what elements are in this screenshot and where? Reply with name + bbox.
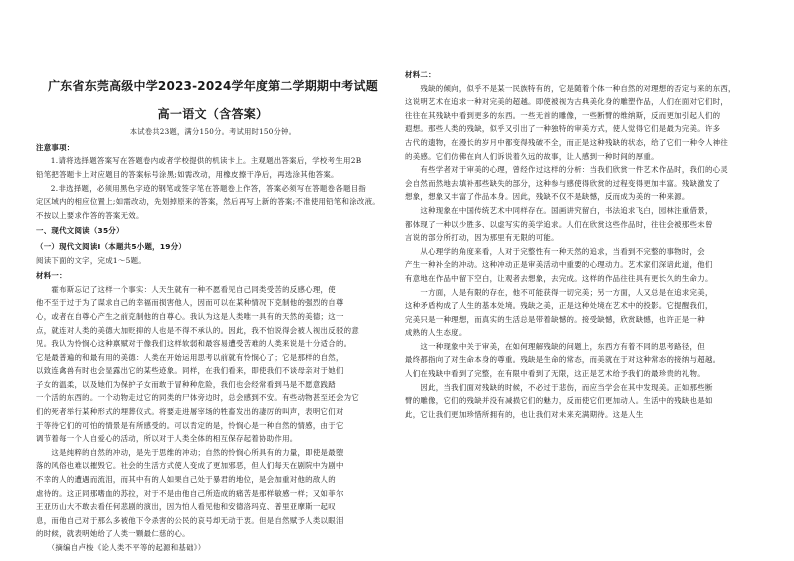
text-line: 完美只是一种理想，而真实的生活总是带着缺憾的。接受缺憾，欣赏缺憾，也许正是一种 [405, 314, 705, 324]
text-line: 残缺的倾向，似乎不是某一民族特有的，它是随着个体一种自然的对理想的否定与来的东西， [405, 83, 736, 93]
left-column [36, 62, 390, 555]
text-line: 这种矛盾构成了人生的基本处境。残缺之美，正是这种处境在艺术中的投影。它提醒我们， [405, 301, 713, 311]
text-line: 心，或者在自尊心产生之前克制他的自尊心。我认为这是人类唯一具有的天然的美德；这一 [36, 311, 344, 321]
right-column [405, 66, 761, 421]
text-line: 这是纯粹的自然的冲动，是先于思维的冲动；自然的怜悯心所具有的力量，即使是最堕 [36, 447, 344, 457]
text-line: 一方面，人是有限的存在，他不可能获得一切完美；另一方面，人又总是在追求完美， [405, 287, 713, 297]
text-line: 子女的温柔，以及她们为保护子女而敢于冒种种危险，我们也会经常看到马是不愿意践踏 [36, 379, 336, 389]
text-line: 于等待它们的可怕的情景是有所感受的。可以肯定的是，怜悯心是一种自然的情感，由于它 [36, 420, 344, 430]
text-line: 虐待的。这正同那嗜血的苏拉，对于不是由他自己所造成的痛苦是那样敏感一样；又如菲尔 [36, 488, 344, 498]
notice-line: 1.请将选择题答案写在答题卷内或者学校提供的机读卡上。主观题出答案后，学校考生用2B [50, 156, 362, 166]
text-line: 会自然而然地去填补那些缺失的部分，这种参与感使得欣赏的过程变得更加丰富。残缺激发了 [405, 178, 721, 188]
text-line: 王亚历山大不敢去看任何悲剧的演出，因为怕人看见他和安德洛玛克、普里亚摩斯一起叹 [36, 502, 336, 512]
text-line: 们的死者举行某种形式的埋葬仪式。将要走进屠宰场的牲畜发出的凄厉的叫声，表明它们对 [36, 407, 344, 417]
source-citation: （摘编自卢梭《论人类不平等的起源和基础》） [36, 543, 206, 552]
text-line: 不幸的人的遭遇而流泪，而其中有的人如果自己处于暴君的地位，是会加重对他的敌人的 [36, 475, 336, 485]
text-line: 成熟的人生态度。 [405, 328, 467, 338]
text-line: 这说明艺术在追求一种对完美的超越。即使被视为古典美化身的雕塑作品，人们在面对它们时， [405, 97, 729, 107]
text-line: 有些学者对于审美的心理，曾经作过这样的分析：当我们欣赏一件艺术作品时，我们的心灵 [405, 165, 729, 175]
text-line: 人们在残缺中看到了完整，在有限中看到了无限，这正是艺术给予我们的最珍贵的礼物。 [405, 369, 705, 379]
text-line: 落的风俗也难以摧毁它。社会的生活方式使人变成了更加邪恶，但人们每天在剧院中为剧中 [36, 461, 344, 471]
material1-text [36, 283, 390, 555]
notice-line: 不按以上要求作答的答案无效。 [36, 210, 144, 220]
text-line: 的美感。它们仿佛在向人们诉说着久远的故事，让人感到一种时间的厚重。 [405, 151, 659, 161]
text-line: 此，它让我们更加珍惜所拥有的，也让我们对未来充满期待。这是人生 [405, 409, 644, 419]
text-line: 古代的遗物，在漫长的岁月中都变得残破不全，而正是这种残缺的状态，给了它们一种令人神往 [405, 137, 729, 147]
text-line: 想象，想象又丰富了作品本身。因此，残缺不仅不是缺憾，反而成为美的一种来源。 [405, 192, 690, 202]
instruction-text: 阅读下面的文字，完成1～5题。 [36, 255, 146, 265]
notice-heading: 注意事项： [36, 142, 75, 152]
text-line: 见。我认为怜悯心这种禀赋对于像我们这样软弱和最容易遭受苦难的人类来说是十分适合的。 [36, 339, 352, 349]
text-line: 的时候，就表明她给了人类一颗最仁慈的心。 [36, 529, 190, 539]
text-line: 产生一种补全的冲动。这种冲动正是审美活动中重要的心理动力。艺术家们深谙此道，他们 [405, 260, 713, 270]
text-line: 霍布斯忘记了这样一个事实：人天生就有一种不愿看见自己同类受苦的反感心理，使 [36, 284, 336, 294]
material1-label: 材料一： [36, 271, 67, 281]
text-line: 言说的部分所打动，因为那里有无限的可能。 [405, 233, 559, 243]
text-line: 往往在其残缺中看到更多的东西。一些无首的雕像，一些断臂的维纳斯，反而更加引起人们的 [405, 110, 721, 120]
notice-line: 定区域内的相应位置上;如需改动，先划掉原来的答案，然后再写上新的答案;不准使用铅笔和涂改液。 [36, 197, 380, 207]
text-line: 这种现象在中国传统艺术中同样存在。国画讲究留白，书法追求飞白，园林注重借景， [405, 205, 713, 215]
text-line: 调节着每一个人自爱心的活动，所以对于人类全体的相互保存起着协助作用。 [36, 434, 298, 444]
exam-meta: 本试卷共23题，满分150分。考试用时150分钟。 [129, 127, 297, 137]
notice-line: 2.非选择题，必须用黑色字迹的钢笔或签字笔在答题卷上作答，答案必须写在答题卷各题目指 [50, 183, 367, 193]
material2-text [405, 82, 761, 422]
material2-label: 材料二： [405, 70, 436, 79]
text-line: 息，而他自己对于那么多被他下令杀害的公民的哀号却无动于衷。但是自然赋予人类以眼泪 [36, 515, 344, 525]
exam-title: 广东省东莞高级中学2023-2024学年度第二学期期中考试题 [48, 79, 378, 93]
notice-line: 铅笔把答题卡上对应题目的答案标号涂黑;如需改动，用橡皮擦干净后，再选涂其他答案。 [36, 169, 339, 179]
notice-list [36, 154, 390, 222]
text-line: 有意地在作品中留下空白，让观者去想象，去完成。这样的作品往往具有更长久的生命力。 [405, 273, 713, 283]
text-line: 这一种现象中关于审美，在如何理解残缺的问题上，东西方有着不同的思考路径，但 [405, 341, 705, 351]
text-line: 点，就连对人类的美德大加贬抑的人也是不得不承认的。因此，我不怕说得会被人视出反驳的意 [36, 325, 360, 335]
text-line: 从心理学的角度来看，人对于完整性有一种天然的追求，当看到不完整的事物时，会 [405, 246, 705, 256]
text-line: 以致连禽兽有时也会显露出它的某些迹象。同样，在我们看来，即使我们不谈母亲对于她们 [36, 366, 344, 376]
subsection-heading: （一）现代文阅读Ⅰ（本题共5小题，19分） [36, 241, 187, 251]
exam-subtitle: 高一语文（含答案） [157, 106, 269, 121]
text-line: 一个活的东西的。一个动物走过它的同类的尸体旁边时，总会感到不安。有些动物甚至还会为它 [36, 393, 360, 403]
text-line: 它是最普遍的和最有用的美德：人类在开始运用思考以前就有怜悯心了；它是那样的自然， [36, 352, 344, 362]
text-line: 因此，当我们面对残缺的时候，不必过于悲伤，而应当学会在其中发现美。正如那些断 [405, 382, 713, 392]
text-line: 最终都指向了对生命本身的尊重。残缺是生命的常态，而美就在于对这种常态的接纳与超越。 [405, 355, 721, 365]
text-line: 都体现了一种以少胜多、以虚写实的美学追求。人们在欣赏这些作品时，往往会被那些未曾 [405, 219, 713, 229]
text-line: 臂的雕像，它们的残缺并没有减损它们的魅力，反而使它们更加动人。生活中的残缺也是如 [405, 396, 713, 406]
section-heading: 一、现代文阅读（35分） [36, 226, 124, 236]
text-line: 遐想。那些人类的残缺，似乎又引出了一种独特的审美方式，使人觉得它们是最为完美。许多 [405, 124, 721, 134]
text-line: 他不至于过于为了谋求自己的幸福而损害他人，因而可以在某种情况下克制他的强烈的自尊 [36, 298, 344, 308]
